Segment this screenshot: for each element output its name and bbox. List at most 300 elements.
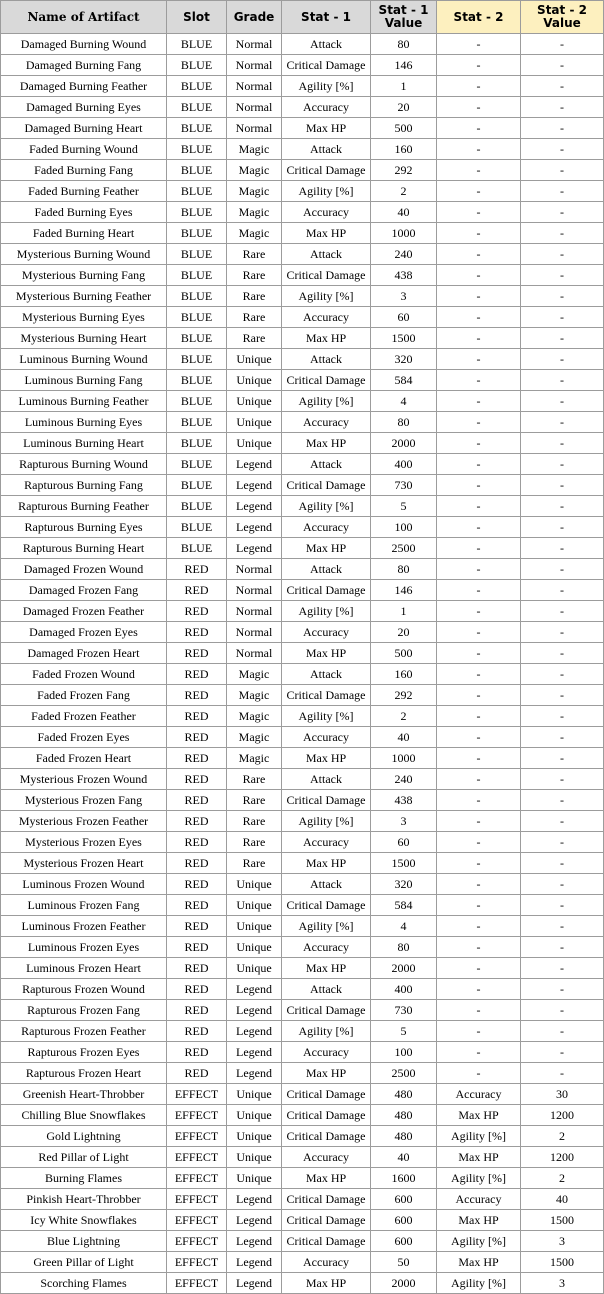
table-row	[1, 139, 604, 160]
grade-cell: Unique	[227, 895, 282, 916]
artifact-name-cell: Rapturous Frozen Wound	[1, 979, 167, 1000]
artifact-name-cell: Damaged Frozen Eyes	[1, 622, 167, 643]
table-row	[1, 895, 604, 916]
table-row	[1, 937, 604, 958]
stat-1-value-cell: 2	[371, 706, 437, 727]
stat-2-value-cell: -	[521, 937, 604, 958]
stat-2-cell: -	[437, 454, 521, 475]
artifact-name-cell: Rapturous Frozen Heart	[1, 1063, 167, 1084]
grade-cell: Unique	[227, 412, 282, 433]
stat-1-value-cell: 600	[371, 1231, 437, 1252]
slot-cell: BLUE	[167, 412, 227, 433]
stat-2-value-cell: -	[521, 244, 604, 265]
slot-cell: BLUE	[167, 328, 227, 349]
stat-2-value-cell: -	[521, 706, 604, 727]
slot-cell: RED	[167, 643, 227, 664]
slot-cell: EFFECT	[167, 1189, 227, 1210]
grade-cell: Unique	[227, 874, 282, 895]
stat-2-value-cell: -	[521, 412, 604, 433]
table-row	[1, 97, 604, 118]
table-row	[1, 643, 604, 664]
stat-2-cell: -	[437, 412, 521, 433]
stat-2-value-cell: -	[521, 538, 604, 559]
table-row	[1, 76, 604, 97]
stat-2-value-cell: -	[521, 748, 604, 769]
stat-1-cell: Critical Damage	[282, 370, 371, 391]
stat-1-value-cell: 1500	[371, 328, 437, 349]
grade-cell: Rare	[227, 307, 282, 328]
artifact-name-cell: Damaged Burning Eyes	[1, 97, 167, 118]
slot-cell: RED	[167, 1000, 227, 1021]
grade-cell: Legend	[227, 1000, 282, 1021]
artifact-name-cell: Pinkish Heart-Throbber	[1, 1189, 167, 1210]
stat-2-cell: -	[437, 370, 521, 391]
stat-2-cell: Agility [%]	[437, 1126, 521, 1147]
slot-cell: EFFECT	[167, 1084, 227, 1105]
stat-1-cell: Max HP	[282, 958, 371, 979]
slot-cell: RED	[167, 559, 227, 580]
artifact-name-cell: Damaged Frozen Feather	[1, 601, 167, 622]
artifact-name-cell: Scorching Flames	[1, 1273, 167, 1294]
table-row	[1, 1189, 604, 1210]
stat-2-value-cell: -	[521, 727, 604, 748]
artifact-name-cell: Faded Frozen Feather	[1, 706, 167, 727]
artifact-name-cell: Faded Frozen Wound	[1, 664, 167, 685]
stat-2-cell: -	[437, 538, 521, 559]
slot-cell: EFFECT	[167, 1168, 227, 1189]
slot-cell: BLUE	[167, 265, 227, 286]
stat-1-cell: Max HP	[282, 433, 371, 454]
stat-2-value-cell: -	[521, 307, 604, 328]
stat-2-cell: -	[437, 937, 521, 958]
slot-cell: BLUE	[167, 118, 227, 139]
slot-cell: BLUE	[167, 244, 227, 265]
artifact-name-cell: Green Pillar of Light	[1, 1252, 167, 1273]
slot-cell: BLUE	[167, 139, 227, 160]
stat-2-value-cell: -	[521, 979, 604, 1000]
stat-1-cell: Critical Damage	[282, 1189, 371, 1210]
grade-cell: Legend	[227, 496, 282, 517]
slot-cell: RED	[167, 706, 227, 727]
artifact-name-cell: Luminous Frozen Feather	[1, 916, 167, 937]
stat-1-cell: Critical Damage	[282, 685, 371, 706]
table-row	[1, 118, 604, 139]
artifact-name-cell: Rapturous Frozen Fang	[1, 1000, 167, 1021]
stat-1-value-cell: 2000	[371, 433, 437, 454]
stat-2-value-cell: -	[521, 160, 604, 181]
header-name-of-artifact: Name of Artifact	[1, 1, 167, 34]
stat-2-cell: Max HP	[437, 1147, 521, 1168]
artifact-name-cell: Blue Lightning	[1, 1231, 167, 1252]
stat-1-value-cell: 20	[371, 622, 437, 643]
stat-2-cell: -	[437, 622, 521, 643]
artifact-name-cell: Faded Frozen Fang	[1, 685, 167, 706]
grade-cell: Legend	[227, 1252, 282, 1273]
slot-cell: RED	[167, 685, 227, 706]
stat-2-cell: -	[437, 391, 521, 412]
grade-cell: Magic	[227, 706, 282, 727]
stat-1-value-cell: 40	[371, 727, 437, 748]
stat-1-cell: Critical Damage	[282, 1126, 371, 1147]
grade-cell: Magic	[227, 181, 282, 202]
grade-cell: Magic	[227, 160, 282, 181]
table-row	[1, 727, 604, 748]
slot-cell: RED	[167, 622, 227, 643]
table-row	[1, 769, 604, 790]
grade-cell: Normal	[227, 76, 282, 97]
table-row	[1, 433, 604, 454]
stat-1-value-cell: 80	[371, 559, 437, 580]
grade-cell: Unique	[227, 391, 282, 412]
artifact-name-cell: Rapturous Burning Fang	[1, 475, 167, 496]
grade-cell: Normal	[227, 643, 282, 664]
stat-2-cell: -	[437, 706, 521, 727]
stat-2-cell: -	[437, 580, 521, 601]
stat-2-value-cell: -	[521, 622, 604, 643]
table-row	[1, 601, 604, 622]
stat-2-value-cell: -	[521, 790, 604, 811]
table-row	[1, 496, 604, 517]
stat-1-cell: Agility [%]	[282, 706, 371, 727]
stat-2-cell: -	[437, 223, 521, 244]
stat-2-cell: -	[437, 349, 521, 370]
stat-2-cell: Agility [%]	[437, 1231, 521, 1252]
table-row	[1, 1000, 604, 1021]
stat-2-cell: -	[437, 97, 521, 118]
artifact-name-cell: Faded Burning Eyes	[1, 202, 167, 223]
stat-2-value-cell: -	[521, 118, 604, 139]
table-row	[1, 265, 604, 286]
stat-1-value-cell: 100	[371, 517, 437, 538]
stat-1-cell: Critical Damage	[282, 580, 371, 601]
table-row	[1, 748, 604, 769]
grade-cell: Magic	[227, 139, 282, 160]
grade-cell: Normal	[227, 118, 282, 139]
stat-1-cell: Max HP	[282, 748, 371, 769]
slot-cell: BLUE	[167, 475, 227, 496]
table-row	[1, 55, 604, 76]
stat-2-cell: -	[437, 874, 521, 895]
grade-cell: Rare	[227, 832, 282, 853]
grade-cell: Rare	[227, 328, 282, 349]
stat-2-cell: -	[437, 55, 521, 76]
stat-2-value-cell: -	[521, 181, 604, 202]
artifact-name-cell: Rapturous Burning Feather	[1, 496, 167, 517]
artifact-name-cell: Greenish Heart-Throbber	[1, 1084, 167, 1105]
stat-1-cell: Accuracy	[282, 1252, 371, 1273]
slot-cell: RED	[167, 790, 227, 811]
table-row	[1, 202, 604, 223]
stat-2-value-cell: 2	[521, 1126, 604, 1147]
stat-1-cell: Max HP	[282, 118, 371, 139]
stat-1-value-cell: 500	[371, 643, 437, 664]
stat-1-value-cell: 5	[371, 496, 437, 517]
grade-cell: Rare	[227, 286, 282, 307]
stat-1-value-cell: 2000	[371, 958, 437, 979]
grade-cell: Unique	[227, 916, 282, 937]
stat-2-cell: -	[437, 1021, 521, 1042]
stat-2-value-cell: -	[521, 391, 604, 412]
artifact-name-cell: Mysterious Burning Heart	[1, 328, 167, 349]
stat-1-value-cell: 80	[371, 412, 437, 433]
stat-2-value-cell: 1200	[521, 1147, 604, 1168]
table-row	[1, 916, 604, 937]
stat-2-cell: -	[437, 181, 521, 202]
slot-cell: EFFECT	[167, 1252, 227, 1273]
stat-2-value-cell: 2	[521, 1168, 604, 1189]
artifact-name-cell: Luminous Burning Fang	[1, 370, 167, 391]
stat-2-cell: -	[437, 244, 521, 265]
artifact-name-cell: Rapturous Burning Eyes	[1, 517, 167, 538]
stat-2-cell: -	[437, 559, 521, 580]
stat-2-value-cell: -	[521, 286, 604, 307]
table-row	[1, 160, 604, 181]
slot-cell: RED	[167, 748, 227, 769]
table-row	[1, 979, 604, 1000]
stat-1-value-cell: 320	[371, 874, 437, 895]
table-row	[1, 370, 604, 391]
stat-1-value-cell: 2	[371, 181, 437, 202]
stat-2-cell: Accuracy	[437, 1084, 521, 1105]
table-row	[1, 1273, 604, 1294]
stat-2-value-cell: -	[521, 1021, 604, 1042]
artifact-name-cell: Damaged Frozen Heart	[1, 643, 167, 664]
stat-1-cell: Max HP	[282, 1273, 371, 1294]
stat-1-cell: Critical Damage	[282, 1105, 371, 1126]
slot-cell: RED	[167, 874, 227, 895]
grade-cell: Unique	[227, 1105, 282, 1126]
artifact-name-cell: Mysterious Burning Wound	[1, 244, 167, 265]
grade-cell: Normal	[227, 97, 282, 118]
stat-1-cell: Attack	[282, 979, 371, 1000]
stat-1-value-cell: 1000	[371, 748, 437, 769]
stat-1-value-cell: 480	[371, 1084, 437, 1105]
slot-cell: EFFECT	[167, 1210, 227, 1231]
slot-cell: EFFECT	[167, 1126, 227, 1147]
stat-1-value-cell: 480	[371, 1105, 437, 1126]
slot-cell: BLUE	[167, 202, 227, 223]
stat-1-value-cell: 438	[371, 790, 437, 811]
artifact-name-cell: Rapturous Frozen Feather	[1, 1021, 167, 1042]
stat-2-value-cell: 3	[521, 1273, 604, 1294]
table-row	[1, 1168, 604, 1189]
stat-1-value-cell: 1000	[371, 223, 437, 244]
stat-1-value-cell: 5	[371, 1021, 437, 1042]
stat-1-cell: Max HP	[282, 328, 371, 349]
stat-1-cell: Critical Damage	[282, 895, 371, 916]
stat-2-value-cell: -	[521, 769, 604, 790]
header-stat-1: Stat - 1	[282, 1, 371, 34]
slot-cell: RED	[167, 580, 227, 601]
stat-1-value-cell: 600	[371, 1189, 437, 1210]
artifact-name-cell: Chilling Blue Snowflakes	[1, 1105, 167, 1126]
stat-2-cell: -	[437, 496, 521, 517]
stat-2-cell: -	[437, 1063, 521, 1084]
stat-2-cell: -	[437, 265, 521, 286]
stat-1-cell: Agility [%]	[282, 1021, 371, 1042]
stat-2-value-cell: -	[521, 853, 604, 874]
stat-2-value-cell: -	[521, 139, 604, 160]
grade-cell: Normal	[227, 34, 282, 55]
table-row	[1, 328, 604, 349]
stat-2-value-cell: -	[521, 517, 604, 538]
stat-2-value-cell: -	[521, 265, 604, 286]
stat-1-value-cell: 600	[371, 1210, 437, 1231]
slot-cell: BLUE	[167, 496, 227, 517]
stat-2-value-cell: -	[521, 874, 604, 895]
stat-1-value-cell: 2500	[371, 538, 437, 559]
table-row	[1, 475, 604, 496]
grade-cell: Magic	[227, 727, 282, 748]
stat-1-cell: Critical Damage	[282, 160, 371, 181]
stat-1-value-cell: 730	[371, 475, 437, 496]
stat-2-value-cell: -	[521, 55, 604, 76]
stat-1-cell: Attack	[282, 34, 371, 55]
table-row	[1, 1231, 604, 1252]
table-row	[1, 1210, 604, 1231]
grade-cell: Unique	[227, 1126, 282, 1147]
stat-2-cell: -	[437, 286, 521, 307]
stat-2-cell: Accuracy	[437, 1189, 521, 1210]
stat-1-value-cell: 584	[371, 370, 437, 391]
stat-2-cell: -	[437, 118, 521, 139]
artifact-name-cell: Luminous Burning Heart	[1, 433, 167, 454]
stat-1-value-cell: 4	[371, 391, 437, 412]
slot-cell: EFFECT	[167, 1273, 227, 1294]
grade-cell: Magic	[227, 748, 282, 769]
stat-2-value-cell: -	[521, 664, 604, 685]
stat-1-value-cell: 480	[371, 1126, 437, 1147]
slot-cell: BLUE	[167, 517, 227, 538]
slot-cell: BLUE	[167, 286, 227, 307]
slot-cell: RED	[167, 832, 227, 853]
table-row	[1, 412, 604, 433]
stat-1-value-cell: 3	[371, 811, 437, 832]
stat-2-cell: -	[437, 328, 521, 349]
stat-2-cell: Agility [%]	[437, 1273, 521, 1294]
header-stat-2-value: Stat - 2 Value	[521, 1, 604, 34]
table-row	[1, 790, 604, 811]
artifact-name-cell: Rapturous Burning Wound	[1, 454, 167, 475]
table-row	[1, 559, 604, 580]
stat-1-value-cell: 584	[371, 895, 437, 916]
table-row	[1, 874, 604, 895]
grade-cell: Normal	[227, 622, 282, 643]
stat-2-value-cell: 1200	[521, 1105, 604, 1126]
table-row	[1, 1252, 604, 1273]
stat-2-value-cell: 30	[521, 1084, 604, 1105]
header-row	[1, 1, 604, 34]
stat-2-value-cell: -	[521, 1042, 604, 1063]
grade-cell: Magic	[227, 664, 282, 685]
stat-2-cell: -	[437, 160, 521, 181]
stat-2-cell: -	[437, 517, 521, 538]
artifact-name-cell: Burning Flames	[1, 1168, 167, 1189]
stat-2-value-cell: -	[521, 454, 604, 475]
artifact-name-cell: Mysterious Frozen Eyes	[1, 832, 167, 853]
artifact-name-cell: Rapturous Frozen Eyes	[1, 1042, 167, 1063]
artifact-name-cell: Mysterious Frozen Heart	[1, 853, 167, 874]
stat-2-cell: -	[437, 748, 521, 769]
stat-1-value-cell: 240	[371, 244, 437, 265]
artifact-name-cell: Damaged Burning Heart	[1, 118, 167, 139]
grade-cell: Unique	[227, 433, 282, 454]
stat-1-value-cell: 160	[371, 664, 437, 685]
slot-cell: BLUE	[167, 370, 227, 391]
stat-1-value-cell: 400	[371, 979, 437, 1000]
stat-2-cell: -	[437, 958, 521, 979]
slot-cell: BLUE	[167, 433, 227, 454]
stat-1-cell: Accuracy	[282, 1042, 371, 1063]
artifact-name-cell: Damaged Frozen Fang	[1, 580, 167, 601]
stat-1-cell: Attack	[282, 769, 371, 790]
stat-1-cell: Accuracy	[282, 727, 371, 748]
stat-2-value-cell: -	[521, 433, 604, 454]
artifact-name-cell: Luminous Frozen Heart	[1, 958, 167, 979]
slot-cell: RED	[167, 727, 227, 748]
stat-2-value-cell: -	[521, 223, 604, 244]
stat-1-value-cell: 500	[371, 118, 437, 139]
grade-cell: Normal	[227, 55, 282, 76]
slot-cell: BLUE	[167, 34, 227, 55]
artifact-name-cell: Mysterious Burning Eyes	[1, 307, 167, 328]
stat-1-value-cell: 400	[371, 454, 437, 475]
stat-2-cell: Max HP	[437, 1105, 521, 1126]
grade-cell: Legend	[227, 1063, 282, 1084]
grade-cell: Legend	[227, 475, 282, 496]
slot-cell: BLUE	[167, 97, 227, 118]
stat-1-value-cell: 2000	[371, 1273, 437, 1294]
stat-2-cell: -	[437, 601, 521, 622]
stat-2-value-cell: 1500	[521, 1210, 604, 1231]
stat-1-cell: Critical Damage	[282, 1084, 371, 1105]
stat-1-cell: Accuracy	[282, 1147, 371, 1168]
stat-2-value-cell: -	[521, 328, 604, 349]
stat-1-cell: Max HP	[282, 1168, 371, 1189]
slot-cell: RED	[167, 1063, 227, 1084]
slot-cell: BLUE	[167, 538, 227, 559]
stat-1-cell: Agility [%]	[282, 76, 371, 97]
stat-2-value-cell: -	[521, 370, 604, 391]
stat-1-value-cell: 2500	[371, 1063, 437, 1084]
slot-cell: EFFECT	[167, 1105, 227, 1126]
grade-cell: Legend	[227, 454, 282, 475]
grade-cell: Magic	[227, 685, 282, 706]
stat-1-cell: Attack	[282, 349, 371, 370]
stat-1-value-cell: 20	[371, 97, 437, 118]
table-row	[1, 1147, 604, 1168]
stat-1-cell: Max HP	[282, 1063, 371, 1084]
table-row	[1, 454, 604, 475]
stat-2-value-cell: -	[521, 643, 604, 664]
stat-2-value-cell: -	[521, 97, 604, 118]
table-row	[1, 517, 604, 538]
stat-1-value-cell: 3	[371, 286, 437, 307]
stat-1-cell: Attack	[282, 454, 371, 475]
artifact-name-cell: Faded Burning Heart	[1, 223, 167, 244]
stat-2-cell: -	[437, 769, 521, 790]
grade-cell: Legend	[227, 1189, 282, 1210]
stat-1-value-cell: 292	[371, 160, 437, 181]
grade-cell: Rare	[227, 244, 282, 265]
stat-2-cell: -	[437, 34, 521, 55]
stat-2-value-cell: -	[521, 475, 604, 496]
stat-2-value-cell: -	[521, 559, 604, 580]
artifact-name-cell: Damaged Frozen Wound	[1, 559, 167, 580]
grade-cell: Normal	[227, 559, 282, 580]
grade-cell: Unique	[227, 370, 282, 391]
slot-cell: RED	[167, 664, 227, 685]
